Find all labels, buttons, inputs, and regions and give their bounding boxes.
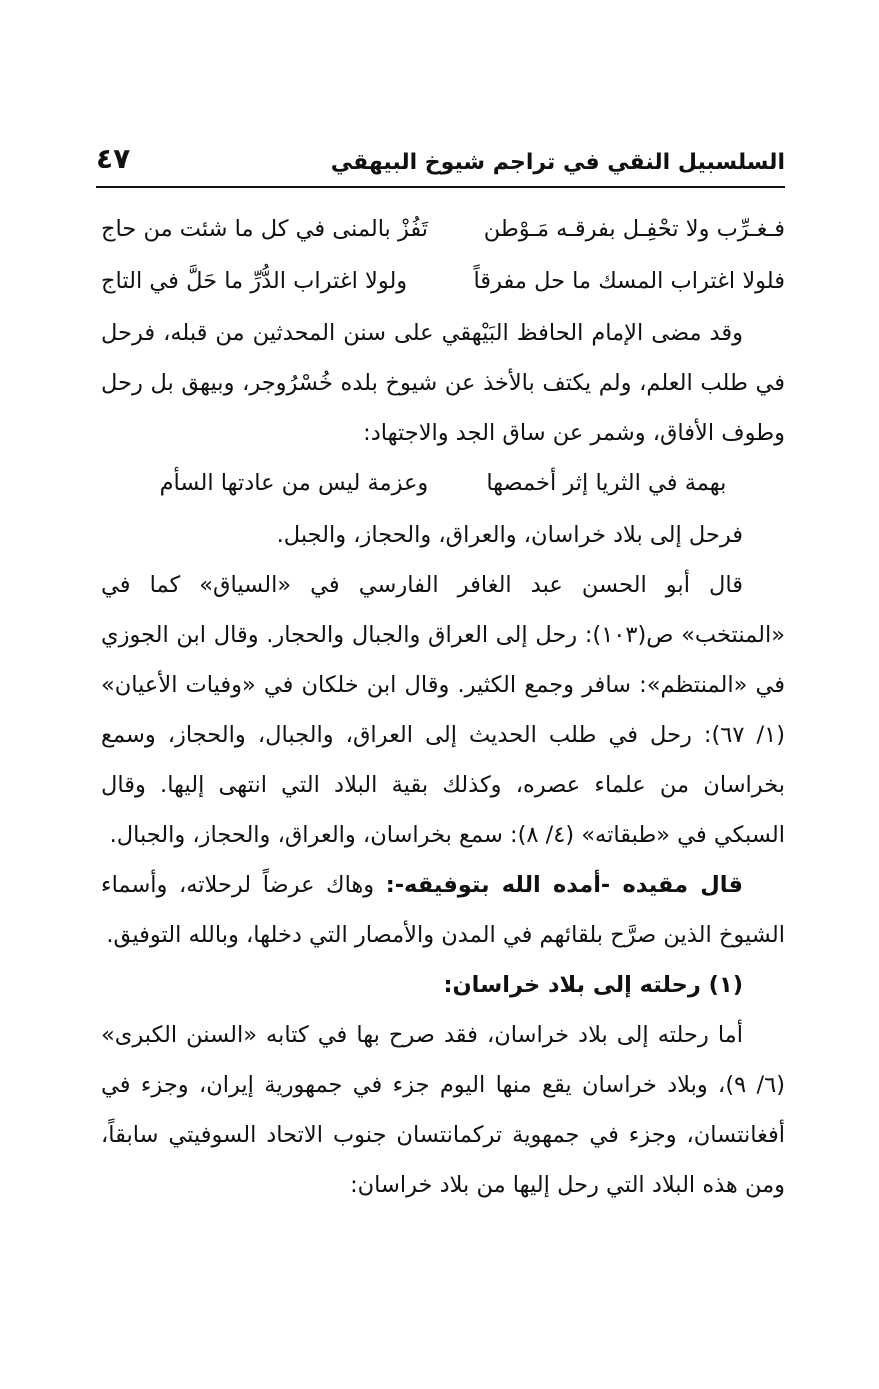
running-title: السلسبيل النقي في تراجم شيوخ البيهقي [330, 150, 785, 175]
verse-2-first-hemistich: فلولا اغتراب المسك ما حل مفرقاً [473, 268, 785, 294]
author-note-lead: قال مقيده -أمده الله بتوفيقه-: [385, 872, 743, 898]
verse-line-2 [101, 256, 785, 308]
verse-3-first-hemistich: بهمة في الثريا إثر أخمصها [486, 470, 727, 496]
paragraph-author-note [101, 860, 785, 960]
author-note-text: وهاك عرضاً لرحلاته، وأسماء الشيوخ الذين صرَّح بلقائهم في المدن والأمصار التي دخلها، وبالله التوفيق. [101, 872, 785, 948]
section-heading-khurasan: (١) رحلته إلى بلاد خراسان: [443, 972, 743, 998]
verse-3-second-hemistich: وعزمة ليس من عادتها السأم [159, 470, 429, 496]
verse-1-first-hemistich: فـغـرِّب ولا تحْفِـل بفرقـه مَـوْطن [483, 216, 785, 242]
paragraph-destinations: فرحل إلى بلاد خراسان، والعراق، والحجاز، والجبل. [276, 522, 743, 548]
page-header [96, 142, 785, 190]
header-rule [96, 186, 785, 188]
verse-1-second-hemistich: تَفُزْ بالمنى في كل ما شئت من حاج [101, 216, 429, 242]
page-body [101, 204, 785, 1210]
paragraph-khurasan: أما رحلته إلى بلاد خراسان، فقد صرح بها في كتابه «السنن الكبرى» (٦/ ٩)، وبلاد خراسان يقع منها اليوم جزء في جمهورية إيران، وجزء في أفغانتسان، وجزء في جمهوية تركمانتسان جنوب الاتحاد السوفيتي سابقاً، ومن هذه البلاد التي رحل إليها من بلاد خراسان: [101, 1022, 785, 1198]
verse-line-3 [101, 458, 785, 510]
paragraph-quotations: قال أبو الحسن عبد الغافر الفارسي في «السياق» كما في «المنتخب» ص(١٠٣): رحل إلى العراق والجبال والحجار. وقال ابن الجوزي في «المنتظم»: سافر وجمع الكثير. وقال ابن خلكان في «وفيات الأعيان» (١/ ٦٧): رحل في طلب الحديث إلى العراق، والجبال، والحجاز، وسمع بخراسان من علماء عصره، وكذلك بقية البلاد التي انتهى إليها. وقال السبكي في «طبقاته» (٤/ ٨): سمع بخراسان، والعراق، والحجاز، والجبال. [101, 572, 786, 848]
verse-2-second-hemistich: ولولا اغتراب الدُّرِّ ما حَلَّ في التاج [101, 268, 408, 294]
page-number: ٤٧ [96, 142, 131, 175]
paragraph-journey-intro: وقد مضى الإمام الحافظ البَيْهقي على سنن المحدثين من قبله، فرحل في طلب العلم، ولم يكتف بالأخذ عن شيوخ بلده خُسْرُوجر، وبيهق بل رحل وطوف الأفاق، وشمر عن ساق الجد والاجتهاد: [101, 320, 785, 446]
verse-line-1 [101, 204, 785, 256]
